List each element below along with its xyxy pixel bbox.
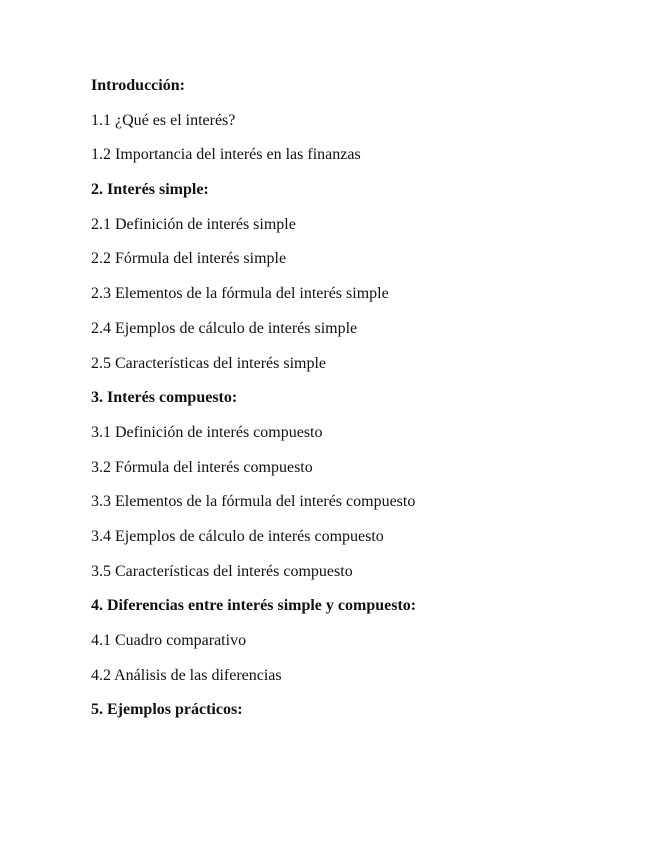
outline-item-1-2: 1.2 Importancia del interés en las finanzas	[91, 146, 361, 164]
outline-item-2-1: 2.1 Definición de interés simple	[91, 215, 296, 233]
section-heading-introduction: Introducción:	[91, 77, 185, 94]
outline-item-3-1: 3.1 Definición de interés compuesto	[91, 423, 323, 441]
outline-item-4-1: 4.1 Cuadro comparativo	[91, 632, 247, 649]
section-heading-differences: 4. Diferencias entre interés simple y compuesto:	[91, 597, 417, 615]
outline-item-3-5: 3.5 Características del interés compuesto	[91, 562, 353, 580]
section-heading-compound-interest: 3. Interés compuesto:	[91, 389, 238, 407]
outline-item-2-5: 2.5 Características del interés simple	[91, 354, 327, 372]
outline-item-2-3: 2.3 Elementos de la fórmula del interés simple	[91, 285, 389, 303]
outline-item-4-2: 4.2 Análisis de las diferencias	[91, 666, 282, 684]
outline-item-2-4: 2.4 Ejemplos de cálculo de interés simple	[91, 319, 358, 337]
section-heading-practical-examples: 5. Ejemplos prácticos:	[91, 701, 243, 719]
outline-list	[91, 76, 416, 735]
section-heading-simple-interest: 2. Interés simple:	[91, 181, 209, 199]
outline-item-3-4: 3.4 Ejemplos de cálculo de interés compuesto	[91, 527, 384, 545]
outline-item-2-2: 2.2 Fórmula del interés simple	[91, 250, 287, 268]
outline-item-3-3: 3.3 Elementos de la fórmula del interés compuesto	[91, 493, 416, 511]
outline-item-3-2: 3.2 Fórmula del interés compuesto	[91, 458, 313, 476]
outline-item-1-1: 1.1 ¿Qué es el interés?	[91, 111, 236, 129]
